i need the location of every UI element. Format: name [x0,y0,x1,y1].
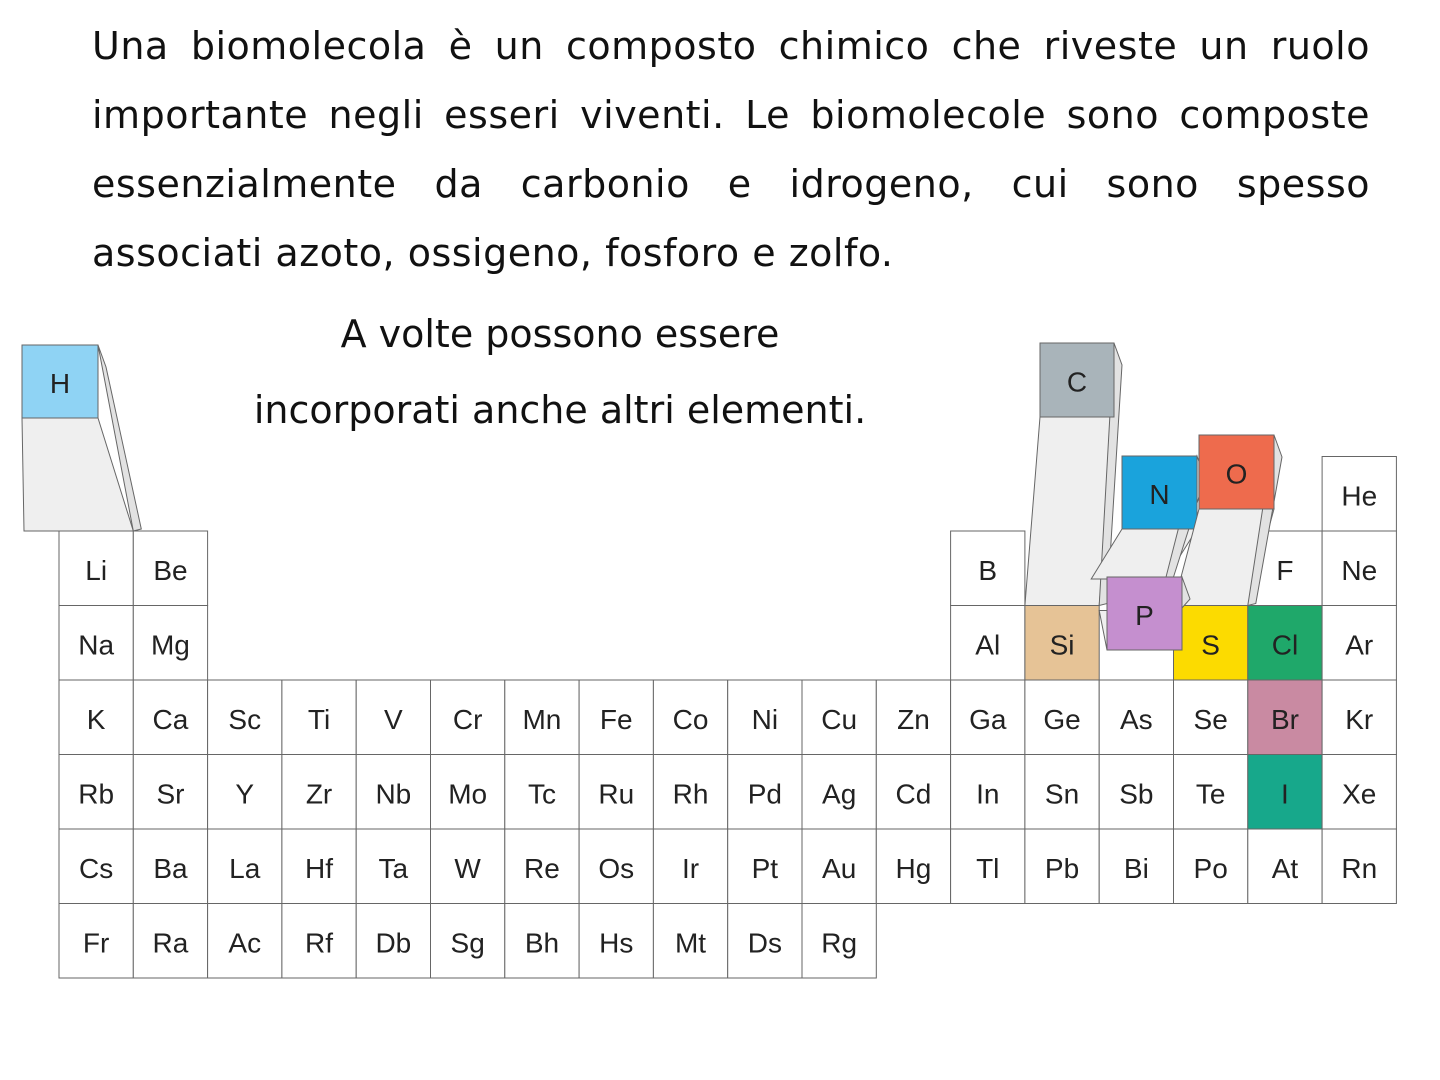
element-symbol-ac: Ac [228,927,262,959]
element-symbol-ds: Ds [747,927,782,959]
element-symbol-fr: Fr [82,927,110,959]
element-symbol-te: Te [1195,778,1226,810]
element-symbol-rg: Rg [821,927,858,959]
element-symbol-co: Co [672,703,709,735]
element-symbol-sg: Sg [450,927,485,959]
element-symbol-na: Na [78,629,115,661]
element-symbol-as: As [1120,703,1153,735]
element-symbol-db: Db [375,927,412,959]
element-symbol-rb: Rb [78,778,115,810]
element-symbol-po: Po [1193,852,1228,884]
element-symbol-ir: Ir [681,852,700,884]
element-symbol-bi: Bi [1123,852,1149,884]
element-symbol-b: B [978,554,998,586]
element-symbol-mg: Mg [150,629,190,661]
element-symbol-re: Re [524,852,560,884]
element-symbol-pt: Pt [751,852,779,884]
element-symbol-f: F [1276,554,1294,586]
element-symbol-al: Al [975,629,1001,661]
element-o-symbol: O [1225,458,1248,490]
element-symbol-ca: Ca [152,703,189,735]
element-symbol-xe: Xe [1342,778,1377,810]
element-symbol-sn: Sn [1044,778,1080,810]
element-p-symbol: P [1135,600,1154,631]
element-symbol-ag: Ag [822,778,857,810]
element-symbol-zr: Zr [305,778,333,810]
element-symbol-ra: Ra [152,927,189,959]
element-symbol-hg: Hg [895,852,932,884]
element-symbol-hs: Hs [599,927,634,959]
note-line-1: A volte possono essere [340,312,780,356]
element-symbol-au: Au [822,852,857,884]
element-symbol-ta: Ta [378,852,409,884]
element-h-symbol: H [49,368,71,399]
element-symbol-tl: Tl [976,852,1000,884]
element-symbol-ne: Ne [1341,554,1378,586]
element-symbol-ti: Ti [307,703,331,735]
element-symbol-zn: Zn [897,703,930,735]
element-symbol-li: Li [85,554,108,586]
element-symbol-i: I [1281,778,1289,810]
element-c-symbol: C [1066,366,1088,398]
element-symbol-s: S [1201,629,1220,661]
element-symbol-ba: Ba [153,852,188,884]
element-symbol-v: V [384,703,403,735]
element-symbol-si: Si [1049,629,1075,661]
element-symbol-ni: Ni [751,703,779,735]
element-symbol-sr: Sr [156,778,185,810]
element-symbol-se: Se [1193,703,1228,735]
element-symbol-ru: Ru [598,778,635,810]
element-symbol-bh: Bh [524,927,560,959]
element-symbol-ar: Ar [1345,629,1374,661]
element-symbol-in: In [976,778,1000,810]
intro-paragraph: Una biomolecola è un composto chimico che riveste un ruolo importante negli esseri viventi. Le biomolecole sono composte essenzialmente da carbonio e idrogeno, cui sono spesso associati azoto, ossigeno, fosforo e zolfo. [92,24,1370,275]
element-symbol-mn: Mn [522,703,562,735]
element-symbol-cs: Cs [79,852,114,884]
element-symbol-be: Be [153,554,188,586]
element-symbol-cl: Cl [1271,629,1299,661]
element-symbol-he: He [1341,480,1378,512]
element-symbol-k: K [86,703,106,735]
element-symbol-ga: Ga [969,703,1007,735]
note-line-2: incorporati anche altri elementi. [253,388,867,432]
element-symbol-br: Br [1270,703,1299,735]
element-symbol-sb: Sb [1119,778,1154,810]
element-n-symbol: N [1149,479,1170,510]
element-symbol-fe: Fe [599,703,633,735]
element-symbol-pd: Pd [747,778,782,810]
element-symbol-mt: Mt [674,927,707,959]
element-symbol-pb: Pb [1044,852,1080,884]
element-symbol-cd: Cd [895,778,932,810]
element-symbol-rf: Rf [305,927,334,959]
element-symbol-cr: Cr [452,703,483,735]
element-symbol-y: Y [235,778,255,810]
element-symbol-la: La [229,852,261,884]
element-symbol-ge: Ge [1043,703,1081,735]
element-symbol-at: At [1271,852,1299,884]
element-symbol-mo: Mo [448,778,488,810]
element-symbol-rh: Rh [672,778,709,810]
element-symbol-nb: Nb [375,778,412,810]
element-symbol-hf: Hf [305,852,334,884]
element-symbol-rn: Rn [1341,852,1378,884]
element-symbol-os: Os [598,852,635,884]
element-symbol-kr: Kr [1345,703,1374,735]
element-symbol-cu: Cu [821,703,858,735]
element-symbol-tc: Tc [527,778,556,810]
element-symbol-w: W [454,852,481,884]
element-symbol-sc: Sc [228,703,262,735]
